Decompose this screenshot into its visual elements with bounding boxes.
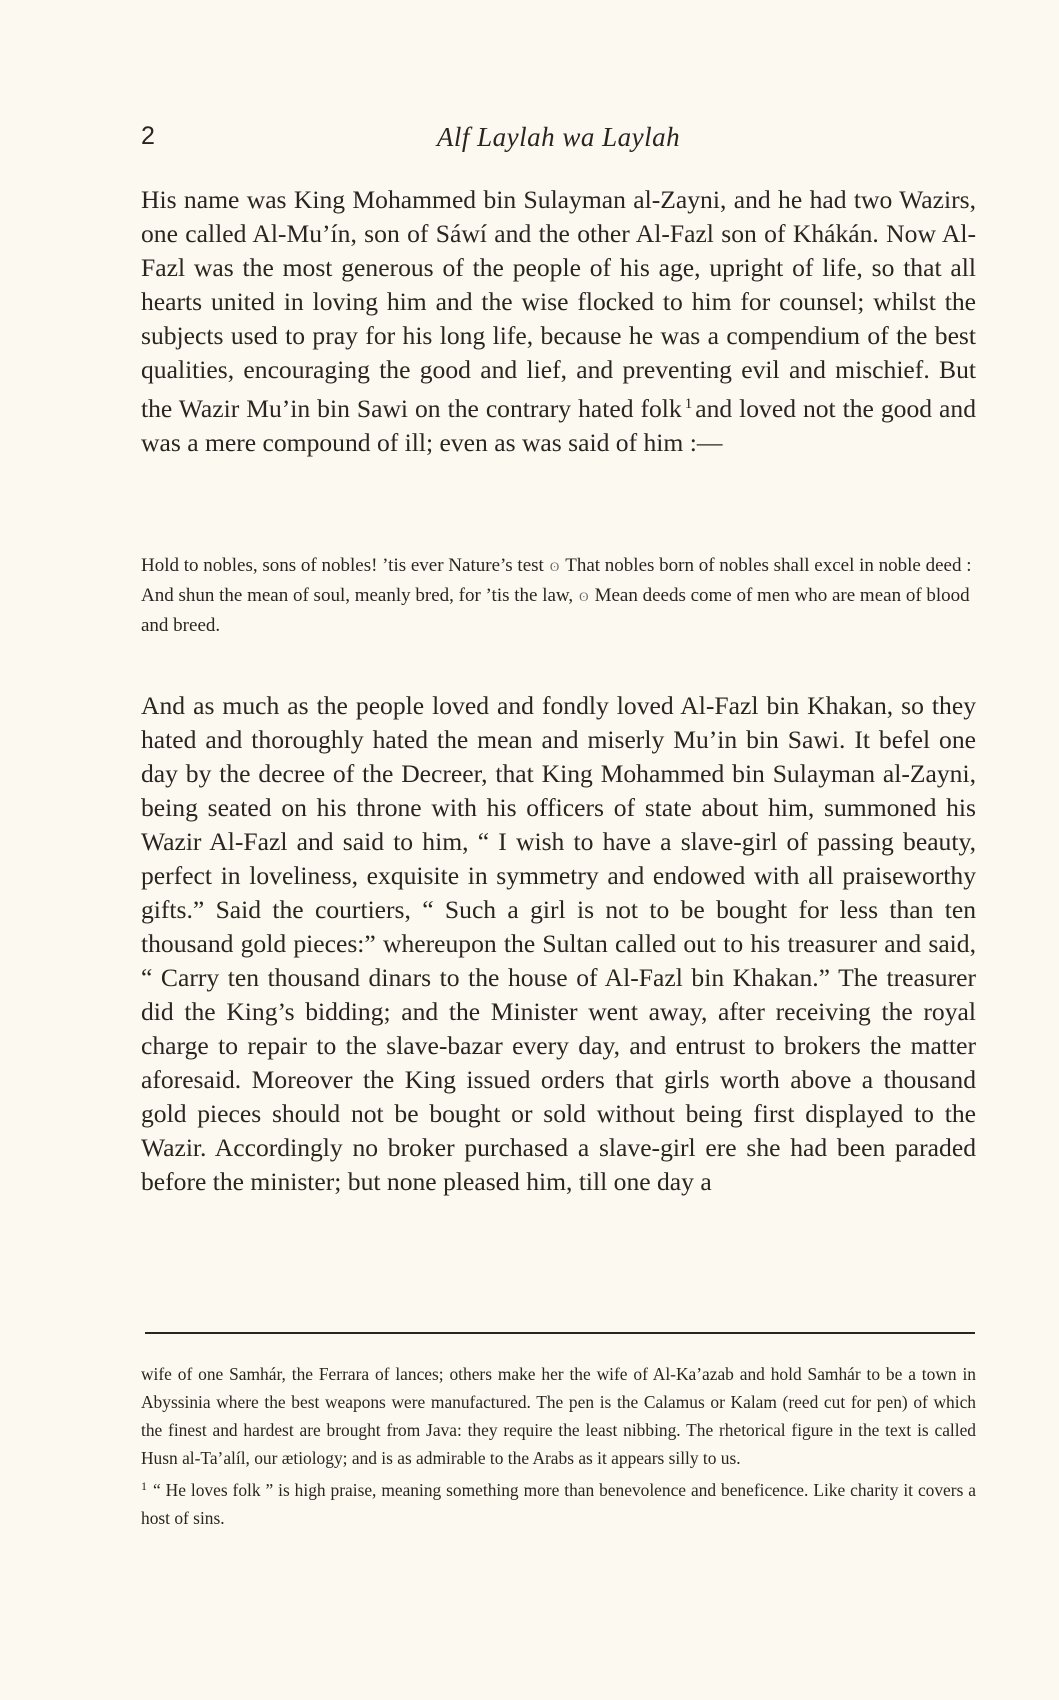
verse-hemistich: And shun the mean of soul, meanly bred, for ’tis the law,	[141, 585, 574, 606]
verse-separator-icon: ʘ	[579, 589, 589, 604]
verse-couplet	[141, 581, 976, 640]
verse-block	[141, 551, 976, 640]
footnote-marker: 1	[141, 1479, 147, 1493]
footnote-reference: 1	[684, 396, 693, 412]
paragraph-text: His name was King Mohammed bin Sulayman al-Zayni, and he had two Wazirs, one called Al-Mu’ín, son of Sáwí and the other Al-Fazl son of Khákán. Now Al-Fazl was the most generous of the people of his age, upright of life, so that all hearts united in loving him and the wise flocked to him for counsel; whilst the subjects used to pray for his long life, because he was a compendium of the best qualities, encouraging the good and lief, and preventing evil and mischief. But the Wazir Mu’in bin Sawi on the contrary hated folk	[141, 185, 976, 423]
page-number: 2	[141, 122, 155, 150]
footnotes	[141, 1360, 976, 1532]
verse-separator-icon: ʘ	[549, 559, 560, 574]
verse-hemistich: Mean deeds come of men who are mean of blood and breed.	[141, 585, 970, 636]
body-paragraph	[141, 183, 976, 460]
footnote-continuation: wife of one Samhár, the Ferrara of lances; others make her the wife of Al-Ka’azab and hold Samhár to be a town in Abyssinia where the best weapons were manufactured. The pen is the Calamus or Kalam (reed cut for pen) of which the finest and hardest are brought from Java: they require the least nibbing. The rhetorical figure in the text is called Husn al-Ta’alíl, our ætiology; and is as admirable to the Arabs as it appears silly to us.	[141, 1364, 976, 1468]
book-title: Alf Laylah wa Laylah	[436, 122, 681, 152]
footnote-divider	[145, 1332, 975, 1334]
running-header	[141, 122, 976, 156]
body-paragraph: And as much as the people loved and fondly loved Al-Fazl bin Khakan, so they hated and thoroughly hated the mean and miserly Mu’in bin Sawi. It befel one day by the decree of the Decreer, that King Mohammed bin Sulayman al-Zayni, being seated on his throne with his officers of state about him, summoned his Wazir Al-Fazl and said to him, “ I wish to have a slave-girl of passing beauty, perfect in loveliness, exquisite in symmetry and endowed with all praiseworthy gifts.” Said the courtiers, “ Such a girl is not to be bought for less than ten thousand gold pieces:” whereupon the Sultan called out to his treasurer and said, “ Carry ten thousand dinars to the house of Al-Fazl bin Khakan.” The treasurer did the King’s bidding; and the Minister went away, after receiving the royal charge to repair to the slave-bazar every day, and entrust to brokers the matter aforesaid. Moreover the King issued orders that girls worth above a thousand gold pieces should not be bought or sold without being first displayed to the Wazir. Accordingly no broker purchased a slave-girl ere she had been paraded before the minister; but none pleased him, till one day a	[141, 691, 976, 1196]
verse-couplet	[141, 551, 976, 581]
verse-hemistich: Hold to nobles, sons of nobles! ’tis ever Nature’s test	[141, 555, 544, 576]
footnote	[141, 1472, 976, 1532]
verse-hemistich: That nobles born of nobles shall excel in noble deed :	[565, 555, 972, 576]
paragraph-text: and loved not the good and was a mere compound of ill; even as was said of him :—	[141, 394, 977, 457]
footnote-text: “ He loves folk ” is high praise, meaning something more than benevolence and beneficence. Like charity it covers a host of sins.	[141, 1480, 976, 1528]
